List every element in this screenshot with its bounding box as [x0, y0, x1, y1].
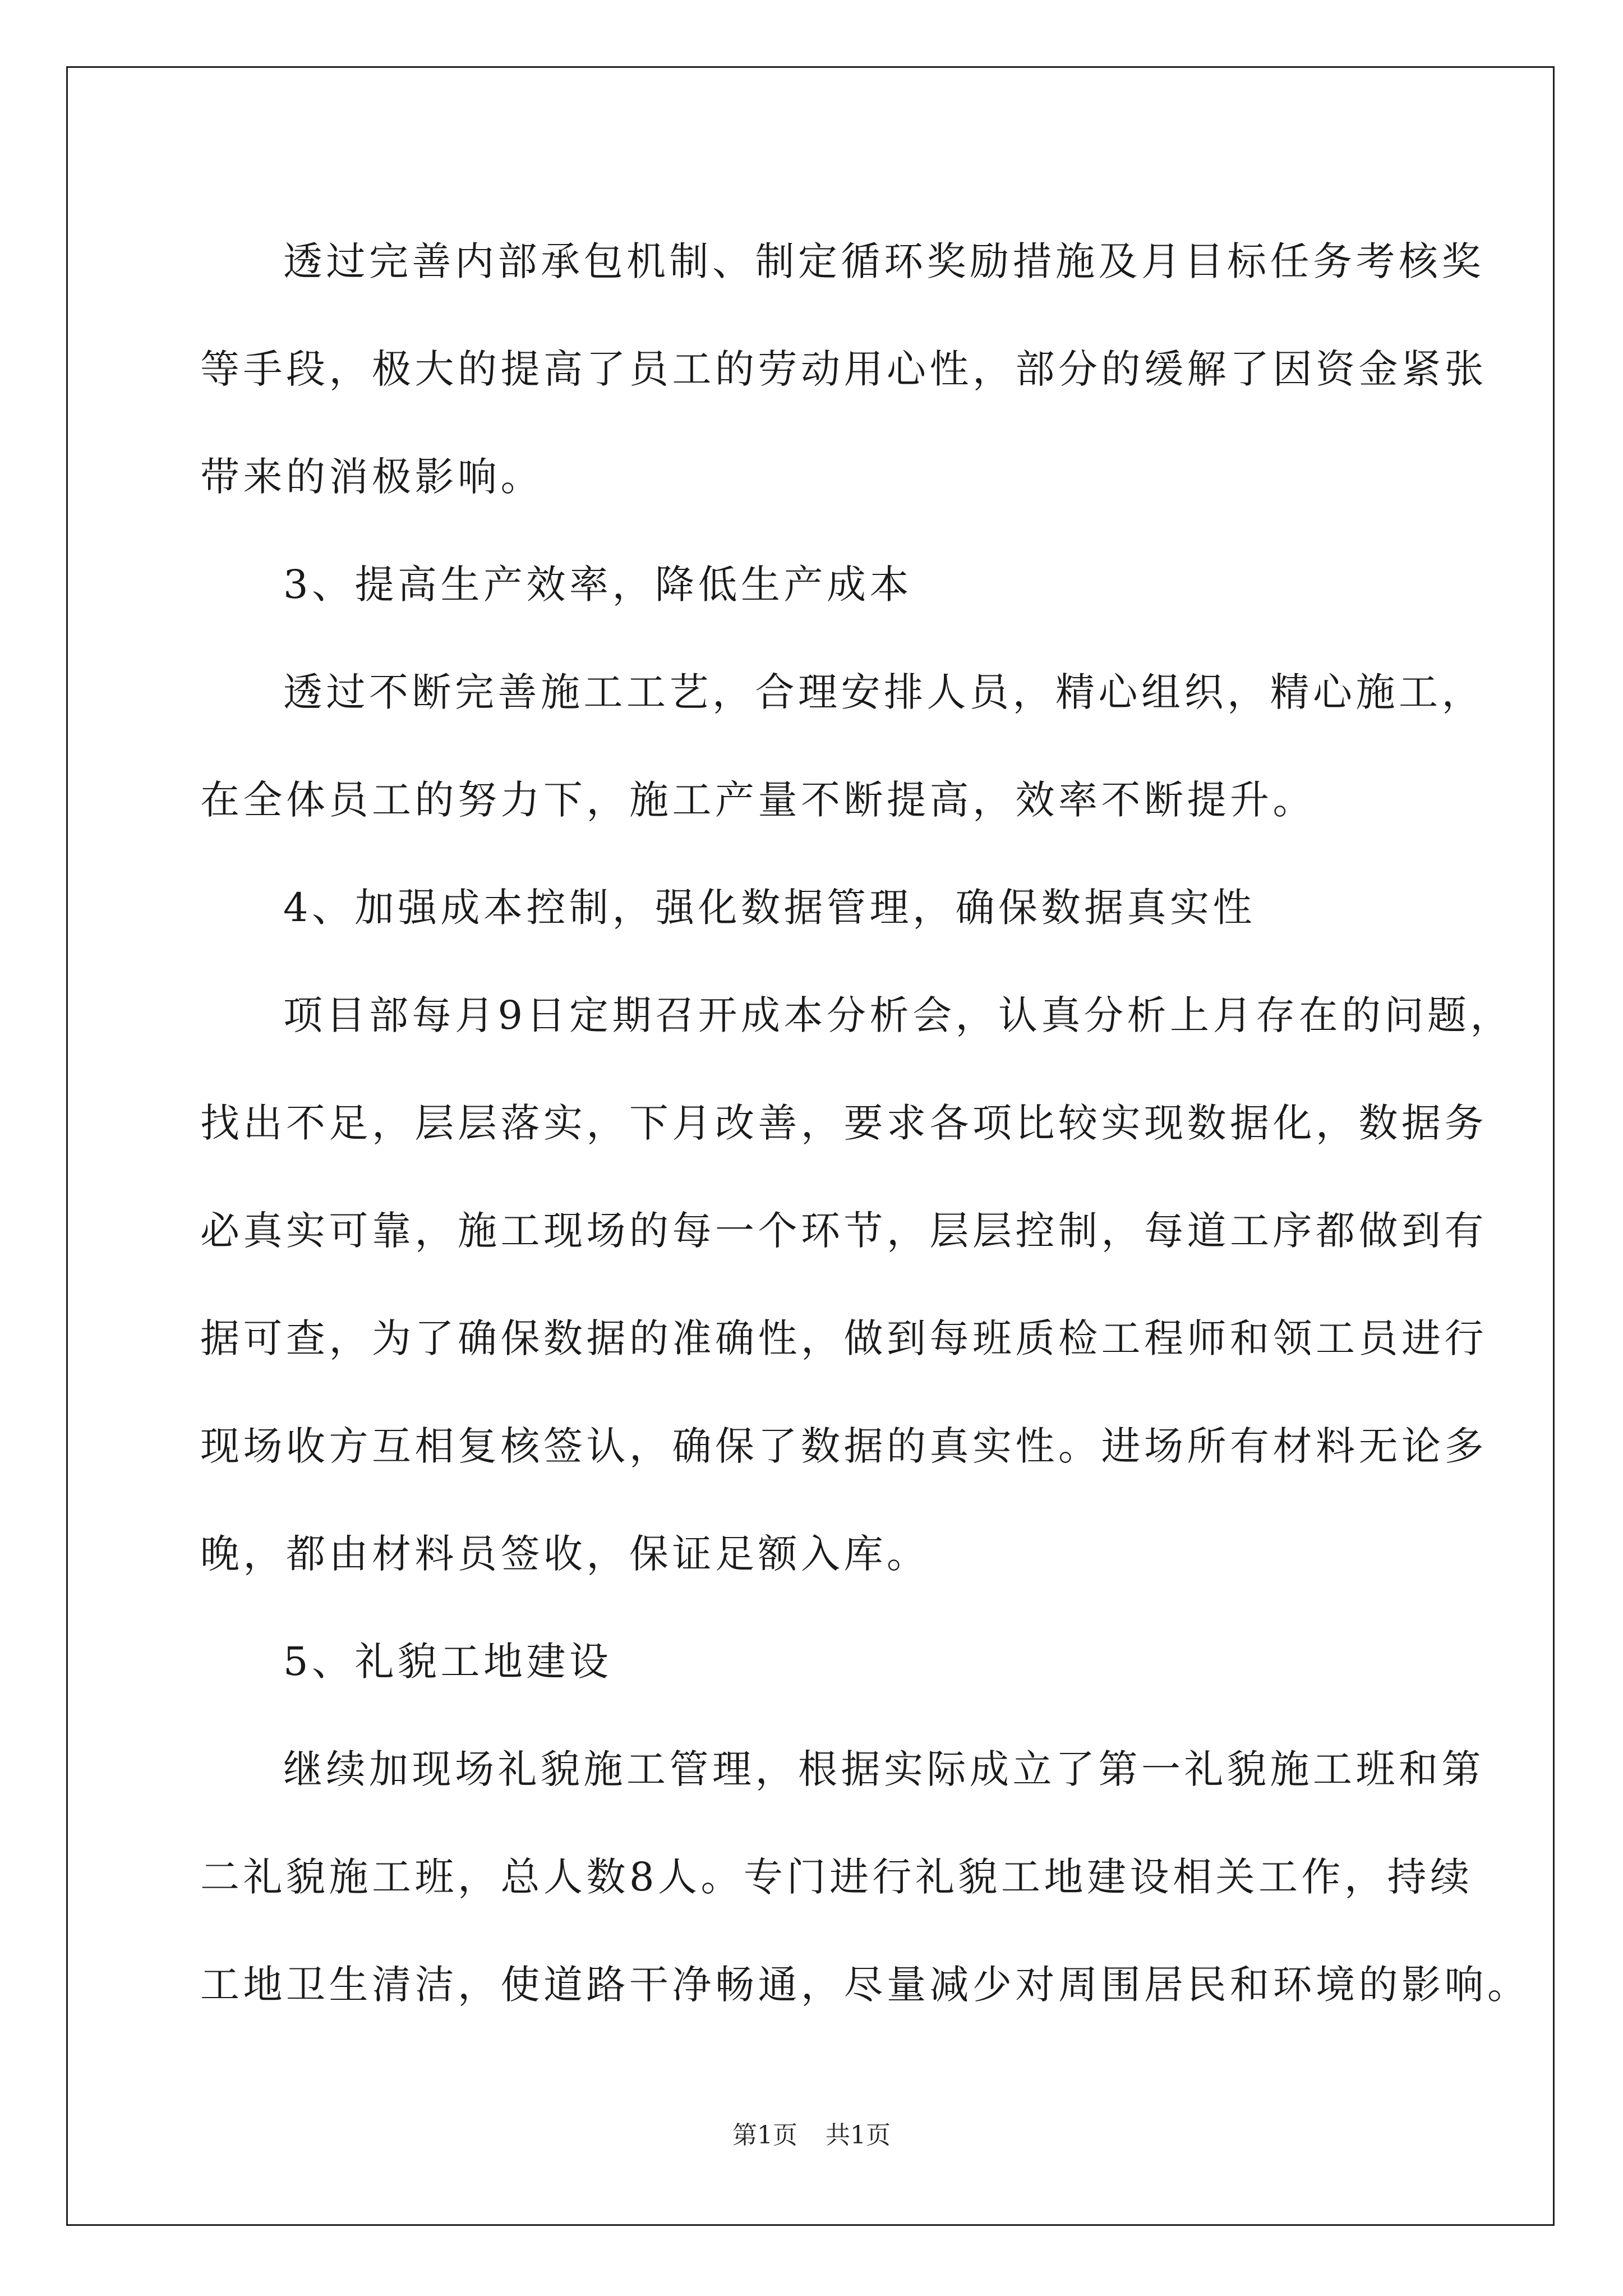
- heading-5-civilized-site: [200, 1608, 1434, 1715]
- heading-4-cost-control: [200, 854, 1434, 961]
- paragraph-incentive-measures: [200, 208, 1487, 531]
- section-heading: 4、加强成本控制，强化数据管理，确保数据真实性: [283, 885, 1256, 931]
- paragraph-cost-control: [200, 961, 1514, 1608]
- text-line: 必真实可靠，施工现场的每一个环节，层层控制，每道工序都做到有: [200, 1208, 1487, 1254]
- text-line: 现场收方互相复核签认，确保了数据的真实性。进场所有材料无论多: [200, 1423, 1487, 1469]
- text-line: 继续加现场礼貌施工管理，根据实际成立了第一礼貌施工班和第: [283, 1746, 1484, 1792]
- text-line: 等手段，极大的提高了员工的劳动用心性，部分的缓解了因资金紧张: [200, 346, 1487, 392]
- page-footer: [0, 2115, 1623, 2151]
- page-number-current: 第1页: [732, 2121, 797, 2150]
- document-body: [200, 208, 1530, 2039]
- text-line: 找出不足，层层落实，下月改善，要求各项比较实现数据化，数据务: [200, 1100, 1487, 1146]
- text-line: 带来的消极影响。: [200, 454, 543, 500]
- page-number-total: 共1页: [826, 2121, 891, 2150]
- paragraph-efficiency: [200, 638, 1484, 854]
- paragraph-civilized-site: [200, 1715, 1530, 2039]
- text-line: 透过完善内部承包机制、制定循环奖励措施及月目标任务考核奖: [283, 238, 1484, 284]
- text-line: 晚，都由材料员签收，保证足额入库。: [200, 1531, 930, 1577]
- text-line: 据可查，为了确保数据的准确性，做到每班质检工程师和领工员进行: [200, 1315, 1487, 1361]
- section-heading: 3、提高生产效率，降低生产成本: [283, 562, 913, 608]
- text-line: 工地卫生清洁，使道路干净畅通，尽量减少对周围居民和环境的影响。: [200, 1962, 1530, 2008]
- text-line: 二礼貌施工班，总人数8人。专门进行礼貌工地建设相关工作，持续: [200, 1854, 1473, 1900]
- text-line: 透过不断完善施工工艺，合理安排人员，精心组织，精心施工，: [283, 669, 1484, 715]
- text-line: 在全体员工的努力下，施工产量不断提高，效率不断提升。: [200, 777, 1316, 823]
- heading-3-efficiency: [200, 531, 1434, 638]
- section-heading: 5、礼貌工地建设: [283, 1639, 612, 1685]
- text-line: 项目部每月9日定期召开成本分析会，认真分析上月存在的问题，: [283, 992, 1514, 1038]
